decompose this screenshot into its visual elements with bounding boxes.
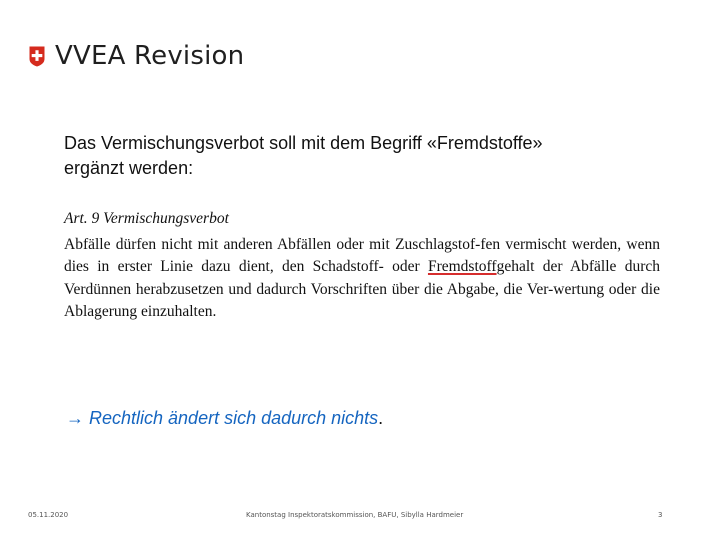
article-title: Art. 9 Vermischungsverbot bbox=[64, 210, 229, 227]
conclusion-period: . bbox=[378, 408, 384, 428]
conclusion-line bbox=[66, 408, 383, 429]
slide-header bbox=[27, 41, 244, 71]
intro-line-1: Das Vermischungsverbot soll mit dem Begriff «Fremdstoffe» bbox=[64, 133, 543, 153]
swiss-flag-icon bbox=[27, 46, 47, 67]
footer-center: Kantonstag Inspektoratskommission, BAFU, Sibylla Hardmeier bbox=[246, 511, 464, 519]
highlighted-term: Fremdstoff bbox=[427, 258, 497, 275]
intro-text bbox=[64, 131, 664, 181]
footer-date: 05.11.2020 bbox=[28, 511, 69, 519]
article-text-after: gehalt der Abfälle durch Verdünnen herabzusetzen und dadurch Vorschriften über die Abgabe, die Ver-wertung oder die Ablagerung einzuhalten. bbox=[64, 258, 660, 320]
article-body bbox=[64, 234, 660, 324]
article-quote bbox=[64, 208, 660, 324]
article-text-before: Abfälle dürfen nicht mit anderen Abfällen oder mit Zuschlagstof-fen vermischt werden, wenn dies in erster Linie dazu dient, den Schadstoff- oder bbox=[64, 235, 660, 275]
slide-title: VVEA Revision bbox=[55, 41, 245, 71]
intro-line-2: ergänzt werden: bbox=[64, 158, 194, 178]
conclusion-text: → Rechtlich ändert sich dadurch nichts bbox=[66, 408, 379, 428]
page-number: 3 bbox=[658, 511, 663, 519]
